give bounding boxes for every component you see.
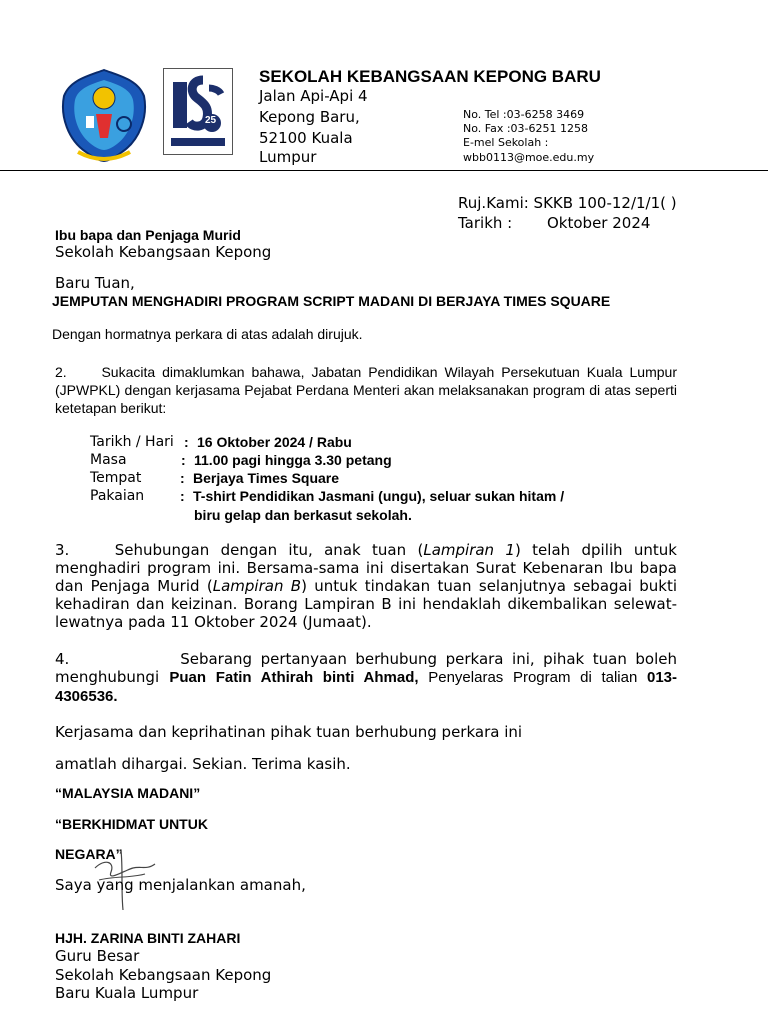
paragraph-4-number: 4. xyxy=(55,650,70,668)
detail-colon: : xyxy=(180,470,185,486)
tel-number: No. Tel :03-6258 3469 xyxy=(463,108,585,121)
recipient-line-2: Sekolah Kebangsaan Kepong xyxy=(55,243,272,261)
salutation: Baru Tuan, xyxy=(55,274,135,292)
signatory-title: Guru Besar xyxy=(55,947,140,965)
coordinator-phone: 013-4306536. xyxy=(55,669,678,705)
lampiran-b-ref: Lampiran B xyxy=(212,577,302,595)
lampiran-1-ref: Lampiran 1 xyxy=(423,541,515,559)
detail-label-date: Tarikh / Hari xyxy=(90,434,174,450)
detail-value-attire-2: biru gelap dan berkasut sekolah. xyxy=(194,507,412,523)
paragraph-1: Dengan hormatnya perkara di atas adalah dirujuk. xyxy=(52,326,363,342)
coordinator-name: Puan Fatin Athirah binti Ahmad, xyxy=(169,669,419,686)
paragraph-3 xyxy=(55,541,677,631)
paragraph-3-number: 3. xyxy=(55,541,70,559)
school-name: SEKOLAH KEBANGSAAN KEPONG BARU xyxy=(259,67,601,86)
paragraph-4-text-2: Penyelaras Program di talian xyxy=(418,669,647,686)
email-label: E-mel Sekolah : xyxy=(463,136,549,149)
address-line-1: Jalan Api-Api 4 xyxy=(259,87,368,105)
detail-label-venue: Tempat xyxy=(90,470,142,486)
slogan-berkhidmat-2: NEGARA” xyxy=(55,846,123,862)
letter-subject: JEMPUTAN MENGHADIRI PROGRAM SCRIPT MADANI DI BERJAYA TIMES SQUARE xyxy=(52,293,611,309)
slogan-malaysia-madani: “MALAYSIA MADANI” xyxy=(55,785,201,801)
detail-value-attire: T-shirt Pendidikan Jasmani (ungu), seluar sukan hitam / xyxy=(193,488,565,504)
recipient-line-1: Ibu bapa dan Penjaga Murid xyxy=(55,227,241,243)
detail-colon: : xyxy=(181,452,186,468)
anniversary-badge: 25 xyxy=(205,115,217,126)
paragraph-3-text-1: Sehubungan dengan itu, anak tuan ( xyxy=(114,541,424,559)
date-value: Oktober 2024 xyxy=(547,214,651,232)
address-line-4: Lumpur xyxy=(259,148,317,166)
paragraph-3-text-2: ) telah dpilih untuk menghadiri program ini. Bersama-sama ini disertakan Surat Kebenaran Ibu bapa dan Penjaga Murid ( xyxy=(55,541,677,595)
address-line-3: 52100 Kuala xyxy=(259,129,353,147)
paragraph-4-text-1: Sebarang pertanyaan berhubung perkara ini, pihak tuan boleh menghubungi xyxy=(55,650,677,686)
signatory-org-2: Baru Kuala Lumpur xyxy=(55,984,199,1002)
paragraph-2-text: Sukacita dimaklumkan bahawa, Jabatan Pendidikan Wilayah Persekutuan Kuala Lumpur (JPWPKL) dengan kerjasama Pejabat Perdana Menteri akan melaksanakan program di atas seperti ketetapan berikut: xyxy=(55,364,677,416)
detail-value-venue: Berjaya Times Square xyxy=(193,470,340,486)
paragraph-3-text-3: ) untuk tindakan tuan selanjutnya sebagai bukti kehadiran dan keizinan. Borang Lampiran B ini hendaklah dikembalikan selewat-lewatnya pada 11 Oktober 2024 (Jumaat). xyxy=(55,577,678,631)
closing-line-2: amatlah dihargai. Sekian. Terima kasih. xyxy=(55,755,351,773)
detail-value-time: 11.00 pagi hingga 3.30 petang xyxy=(194,452,392,468)
signatory-org-1: Sekolah Kebangsaan Kepong xyxy=(55,966,272,984)
anniversary-logo xyxy=(163,68,233,155)
address-line-2: Kepong Baru, xyxy=(259,108,360,126)
date-label: Tarikh : xyxy=(458,214,513,232)
paragraph-2 xyxy=(55,363,677,417)
closing-line-1: Kerjasama dan keprihatinan pihak tuan berhubung perkara ini xyxy=(55,723,523,741)
email-address: wbb0113@moe.edu.my xyxy=(463,151,595,164)
paragraph-4 xyxy=(55,650,677,706)
detail-value-date: 16 Oktober 2024 / Rabu xyxy=(197,434,352,450)
slogan-berkhidmat-1: “BERKHIDMAT UNTUK xyxy=(55,816,208,832)
sign-off: Saya yang menjalankan amanah, xyxy=(55,876,306,894)
signatory-name: HJH. ZARINA BINTI ZAHARI xyxy=(55,930,241,946)
detail-colon: : xyxy=(184,434,189,450)
header-divider xyxy=(0,170,768,171)
reference-number: Ruj.Kami: SKKB 100-12/1/1( ) xyxy=(458,194,677,212)
detail-label-attire: Pakaian xyxy=(90,488,145,504)
fax-number: No. Fax :03-6251 1258 xyxy=(463,122,588,135)
school-crest-logo xyxy=(58,66,150,162)
detail-label-time: Masa xyxy=(90,452,127,468)
paragraph-2-number: 2. xyxy=(55,364,67,380)
detail-colon: : xyxy=(180,488,185,504)
